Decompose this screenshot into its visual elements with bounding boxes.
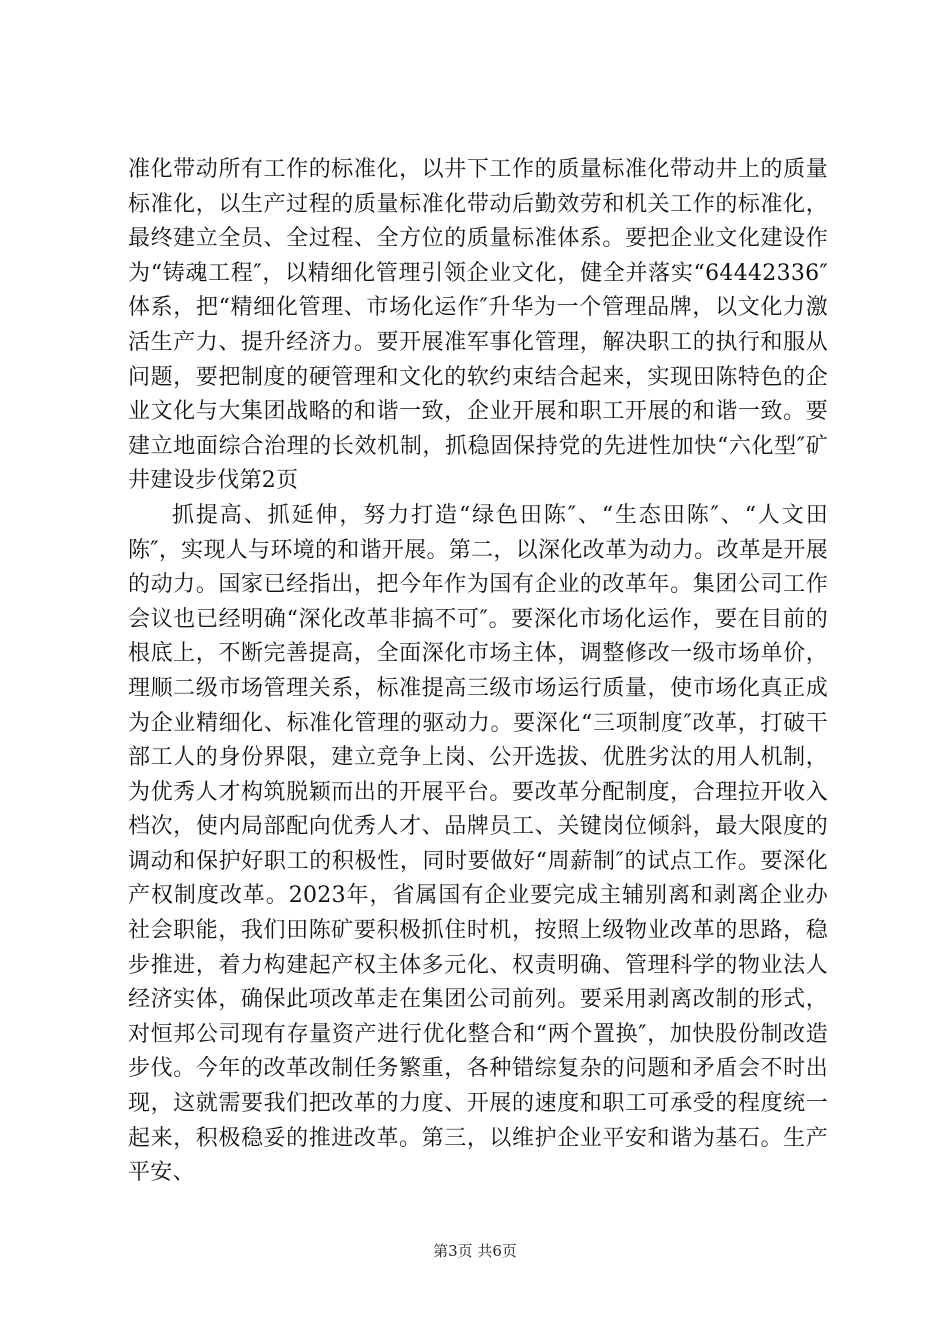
paragraph-2: 抓提高、抓延伸，努力打造“绿色田陈″、“生态田陈″、“人文田陈″，实现人与环境的和谐开展。第二，以深化改革为动力。改革是开展的动力。国家已经指出，把今年作为国有企业的改革年。集团公司工作会议也已经明确“深化改革非搞不可″。要深化市场化运作，要在目前的根底上，不断完善提高，全面深化市场主体，调整修改一级市场单价，理顺二级市场管理关系，标准提高三级市场运行质量，使市场化真正成为企业精细化、标准化管理的驱动力。要深化“三项制度″改革，打破干部工人的身份界限，建立竞争上岗、公开选拔、优胜劣汰的用人机制，为优秀人才构筑脱颖而出的开展平台。要改革分配制度，合理拉开收入档次，使内局部配向优秀人才、品牌员工、关键岗位倾斜，最大限度的调动和保护好职工的积极性，同时要做好“周薪制″的试点工作。要深化产权制度改革。2023年，省属国有企业要完成主辅别离和剥离企业办社会职能，我们田陈矿要积极抓住时机，按照上级物业改革的思路，稳步推进，着力构建起产权主体多元化、权责明确、管理科学的物业法人经济实体，确保此项改革走在集团公司前列。要采用剥离改制的形式，对恒邦公司现有存量资产进行优化整合和“两个置换″，加快股份制改造步伐。今年的改革改制任务繁重，各种错综复杂的问题和矛盾会不时出现，这就需要我们把改革的力度、开展的速度和职工可承受的程度统一起来，积极稳妥的推进改革。第三，以维护企业平安和谐为基石。生产平安、	[128, 502, 828, 1186]
paragraph-1: 准化带动所有工作的标准化，以井下工作的质量标准化带动井上的质量标准化，以生产过程的质量标准化带动后勤效劳和机关工作的标准化，最终建立全员、全过程、全方位的质量标准体系。要把企业文化建设作为“铸魂工程″，以精细化管理引领企业文化，健全并落实“64442336″体系，把“精细化管理、市场化运作″升华为一个管理品牌，以文化力激活生产力、提升经济力。要开展准军事化管理，解决职工的执行和服从问题，要把制度的硬管理和文化的软约束结合起来，实现田陈特色的企业文化与大集团战略的和谐一致，企业开展和职工开展的和谐一致。要建立地面综合治理的长效机制，抓稳固保持党的先进性加快“六化型″矿井建设步伐第2页	[128, 157, 828, 494]
page-footer: 第3页 共6页	[433, 1242, 517, 1260]
document-body	[128, 153, 828, 1191]
